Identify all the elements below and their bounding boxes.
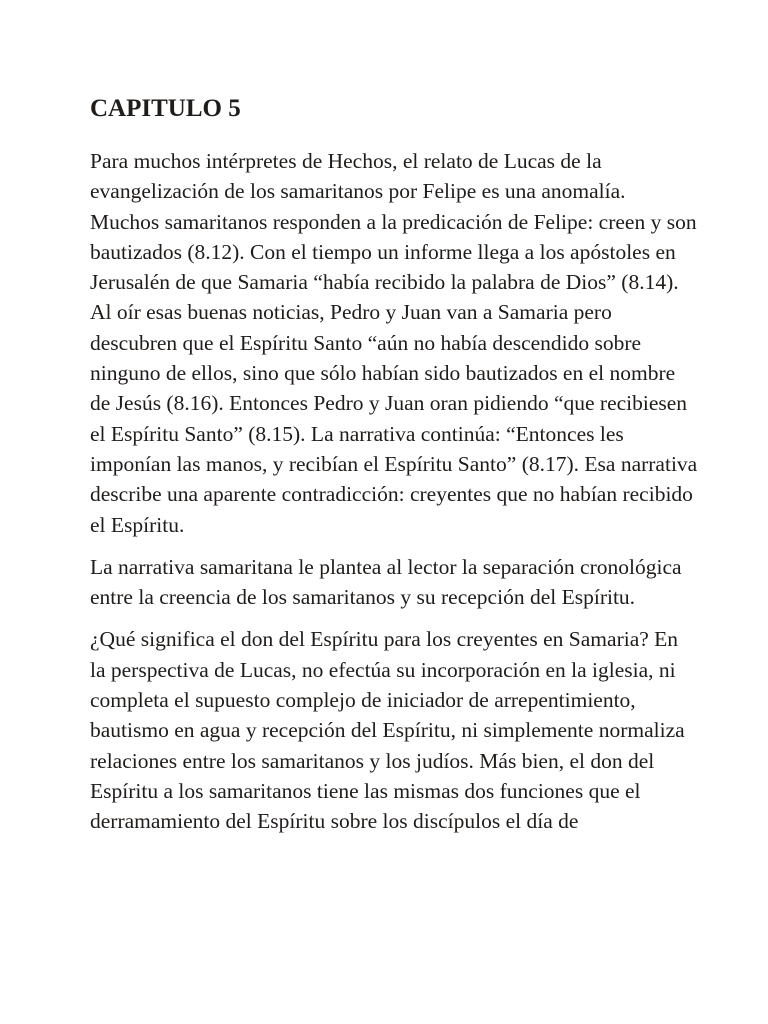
- paragraph-2: La narrativa samaritana le plantea al lector la separación cronológica entre la creencia de los samaritanos y su recepción del Espíritu.: [90, 554, 682, 610]
- document-page: [90, 92, 698, 849]
- paragraph-1: Para muchos intérpretes de Hechos, el relato de Lucas de la evangelización de los samaritanos por Felipe es una anomalía. Muchos samaritanos responden a la predicación de Felipe: creen y son bautizados (8.12). Con el tiempo un informe llega a los apóstoles en Jerusalén de que Samaria “había recibido la palabra de Dios” (8.14). Al oír esas buenas noticias, Pedro y Juan van a Samaria pero descubren que el Espíritu Santo “aún no había descendido sobre ninguno de ellos, sino que sólo habían sido bautizados en el nombre de Jesús (8.16). Entonces Pedro y Juan oran pidiendo “que recibiesen el Espíritu Santo” (8.15). La narrativa continúa: “Entonces les imponían las manos, y recibían el Espíritu Santo” (8.17). Esa narrativa describe una aparente contradicción: creyentes que no habían recibido el Espíritu.: [90, 149, 698, 537]
- chapter-title: CAPITULO 5: [90, 95, 241, 122]
- paragraph-3: ¿Qué significa el don del Espíritu para los creyentes en Samaria? En la perspectiva de Lucas, no efectúa su incorporación en la iglesia, ni completa el supuesto complejo de iniciador de arrepentimiento, bautismo en agua y recepción del Espíritu, ni simplemente normaliza relaciones entre los samaritanos y los judíos. Más bien, el don del Espíritu a los samaritanos tiene las mismas dos funciones que el derramamiento del Espíritu sobre los discípulos el día de: [90, 627, 685, 834]
